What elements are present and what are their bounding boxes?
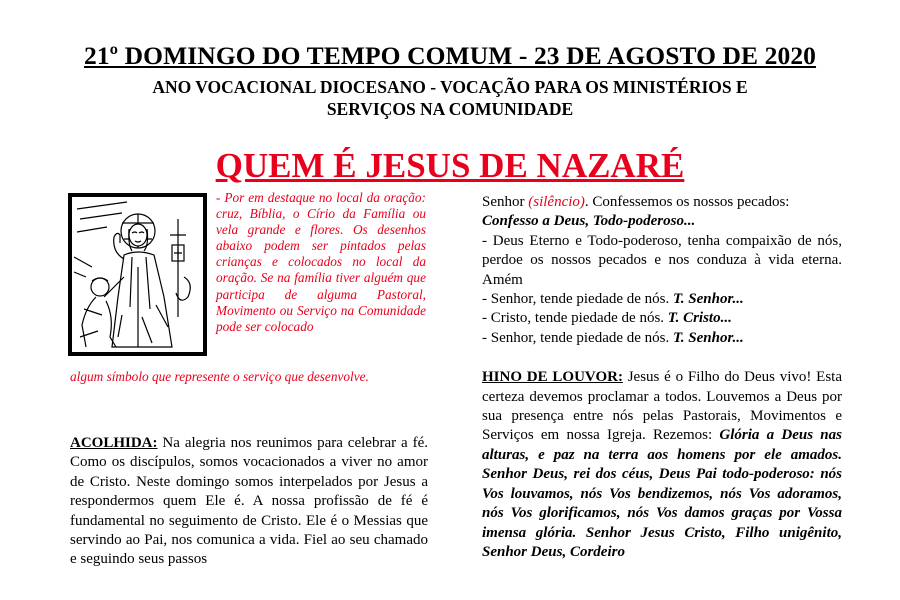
kyrie-line-1 [482,290,842,309]
kyrie-3-response: T. Senhor... [673,329,744,346]
right-column [482,193,842,562]
hino-paragraph [482,368,842,562]
page-title: QUEM É JESUS DE NAZARÉ [215,146,685,185]
penitential-intro [482,193,842,212]
jesus-drawing-icon [72,197,203,352]
kyrie-2-response: T. Cristo... [667,310,732,327]
kyrie-3-text: - Senhor, tende piedade de nós. [482,329,674,346]
acolhida-text: Na alegria nos reunimos para celebrar a fé. Como os discípulos, somos vocacionados a viver no amor de Cristo. Neste domingo somos interpelados por Jesus a respondermos quem Ele é. A nossa profissão de fé é fundamental no seguimento de Cristo. Ele é o Messias que servindo ao Pai, nos comunica a vida. Fiel ao seu chamado e seguindo seus passos [70,435,428,568]
kyrie-line-3 [482,329,842,348]
absolution-text: - Deus Eterno e Todo-poderoso, tenha compaixão de nós, perdoe os nossos pecados e nos conduza à vida eterna. Amém [482,232,842,288]
subheading [0,76,900,120]
subheading-line-1: ANO VOCACIONAL DIOCESANO - VOCAÇÃO PARA OS MINISTÉRIOS E [152,77,748,97]
confessemos-text: . Confessemos os nossos pecados: [584,194,790,210]
hino-text: Jesus é o Filho do Deus vivo! Esta certeza devemos proclamar a todos. Louvemos a Deus por sua presença entre nós pelas Pastorais, Movimentos e Serviços em nossa Igreja. Rezemos: [482,369,842,444]
silencio-note: (silêncio) [528,194,585,210]
senhor-text: Senhor [482,194,529,210]
subheading-line-2: SERVIÇOS NA COMUNIDADE [326,99,574,119]
instruction-note: - Por em destaque no local da oração: cruz, Bíblia, o Círio da Família ou vela grande e flores. Os desenhos abaixo podem ser pintados pelas crianças e colocados no local da oração. Se na família tiver alguém que participa de alguma Pastoral, Movimento ou Serviço na Comunidade pode ser colocado [216,190,426,334]
kyrie-line-2 [482,309,842,328]
hino-heading: HINO DE LOUVOR: [482,369,623,386]
date-heading: 21º DOMINGO DO TEMPO COMUM - 23 DE AGOSTO DE 2020 [83,41,817,70]
confesso-prayer: Confesso a Deus, Todo-poderoso... [482,213,696,230]
gloria-prayer: Glória a Deus nas alturas, e paz na terra aos homens por ele amados. Senhor Deus, rei dos céus, Deus Pai todo-poderoso: nós Vos louvamos, nós Vos bendizemos, nós Vos adoramos, nós Vos glorificamos, nós Vos damos graças por Vossa imensa glória. Senhor Jesus Cristo, Filho unigênito, Senhor Deus, Cordeiro [482,427,842,560]
kyrie-2-text: - Cristo, tende piedade de nós. [482,310,668,327]
kyrie-1-response: T. Senhor... [673,291,744,308]
acolhida-heading: ACOLHIDA: [70,435,158,451]
instruction-note-continued: algum símbolo que represente o serviço que desenvolve. [70,369,369,384]
jesus-illustration [68,193,207,356]
acolhida-paragraph [70,434,428,570]
kyrie-1-text: - Senhor, tende piedade de nós. [482,291,674,308]
